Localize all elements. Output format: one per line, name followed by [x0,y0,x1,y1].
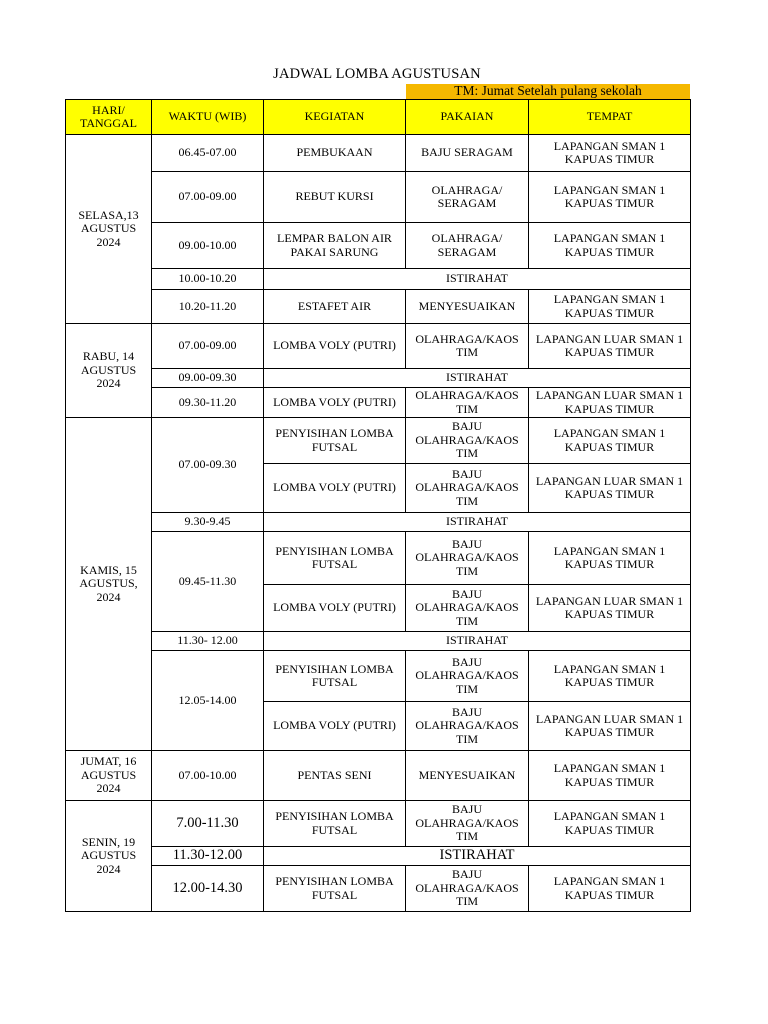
time-cell: 11.30- 12.00 [152,632,264,651]
header-activity: KEGIATAN [264,100,406,135]
table-row [66,324,691,369]
break-cell: ISTIRAHAT [264,632,691,651]
activity-cell: PEMBUKAAN [264,135,406,172]
table-row [66,418,691,464]
time-cell: 9.30-9.45 [152,513,264,532]
activity-cell: LOMBA VOLY (PUTRI) [264,585,406,632]
schedule-table [65,99,691,912]
activity-cell: LOMBA VOLY (PUTRI) [264,388,406,418]
place-cell: LAPANGAN SMAN 1 KAPUAS TIMUR [529,172,691,223]
day-cell: SENIN, 19 AGUSTUS 2024 [66,801,152,912]
table-row [66,513,691,532]
time-cell: 09.00-10.00 [152,223,264,269]
table-row [66,801,691,847]
place-cell: LAPANGAN LUAR SMAN 1 KAPUAS TIMUR [529,702,691,751]
table-row [66,172,691,223]
break-cell: ISTIRAHAT [264,513,691,532]
activity-cell: PENYISIHAN LOMBA FUTSAL [264,866,406,912]
table-row [66,223,691,269]
time-cell: 07.00-10.00 [152,751,264,801]
place-cell: LAPANGAN SMAN 1 KAPUAS TIMUR [529,801,691,847]
attire-cell: BAJU OLAHRAGA/KAOS TIM [406,651,529,702]
attire-cell: BAJU OLAHRAGA/KAOS TIM [406,702,529,751]
attire-cell: BAJU OLAHRAGA/KAOS TIM [406,418,529,464]
attire-cell: OLAHRAGA/KAOS TIM [406,388,529,418]
day-cell: JUMAT, 16 AGUSTUS 2024 [66,751,152,801]
activity-cell: PENYISIHAN LOMBA FUTSAL [264,801,406,847]
table-row [66,290,691,324]
table-row [66,135,691,172]
attire-cell: BAJU OLAHRAGA/KAOS TIM [406,801,529,847]
break-cell: ISTIRAHAT [264,269,691,290]
activity-cell: PENYISIHAN LOMBA FUTSAL [264,418,406,464]
time-cell: 10.00-10.20 [152,269,264,290]
attire-cell: OLAHRAGA/ SERAGAM [406,172,529,223]
activity-cell: LEMPAR BALON AIR PAKAI SARUNG [264,223,406,269]
break-cell: ISTIRAHAT [264,369,691,388]
time-cell: 7.00-11.30 [152,801,264,847]
activity-cell: LOMBA VOLY (PUTRI) [264,464,406,513]
place-cell: LAPANGAN SMAN 1 KAPUAS TIMUR [529,532,691,585]
header-day: HARI/ TANGGAL [66,100,152,135]
time-cell: 11.30-12.00 [152,847,264,866]
table-row [66,866,691,912]
place-cell: LAPANGAN SMAN 1 KAPUAS TIMUR [529,290,691,324]
place-cell: LAPANGAN SMAN 1 KAPUAS TIMUR [529,866,691,912]
activity-cell: REBUT KURSI [264,172,406,223]
table-row [66,847,691,866]
attire-cell: BAJU OLAHRAGA/KAOS TIM [406,464,529,513]
header-place: TEMPAT [529,100,691,135]
place-cell: LAPANGAN SMAN 1 KAPUAS TIMUR [529,651,691,702]
time-cell: 12.05-14.00 [152,651,264,751]
attire-cell: MENYESUAIKAN [406,751,529,801]
place-cell: LAPANGAN LUAR SMAN 1 KAPUAS TIMUR [529,324,691,369]
activity-cell: PENTAS SENI [264,751,406,801]
table-row [66,369,691,388]
schedule-note: TM: Jumat Setelah pulang sekolah [406,84,690,99]
table-row [66,651,691,702]
attire-cell: BAJU OLAHRAGA/KAOS TIM [406,866,529,912]
header-time: WAKTU (WIB) [152,100,264,135]
attire-cell: BAJU SERAGAM [406,135,529,172]
document-title: JADWAL LOMBA AGUSTUSAN [273,66,481,82]
time-cell: 07.00-09.00 [152,172,264,223]
table-row [66,632,691,651]
activity-cell: PENYISIHAN LOMBA FUTSAL [264,651,406,702]
table-header-row [66,100,691,135]
day-cell: RABU, 14 AGUSTUS 2024 [66,324,152,418]
place-cell: LAPANGAN SMAN 1 KAPUAS TIMUR [529,135,691,172]
time-cell: 07.00-09.30 [152,418,264,513]
attire-cell: OLAHRAGA/ SERAGAM [406,223,529,269]
place-cell: LAPANGAN LUAR SMAN 1 KAPUAS TIMUR [529,464,691,513]
time-cell: 07.00-09.00 [152,324,264,369]
time-cell: 06.45-07.00 [152,135,264,172]
header-attire: PAKAIAN [406,100,529,135]
place-cell: LAPANGAN LUAR SMAN 1 KAPUAS TIMUR [529,388,691,418]
table-row [66,269,691,290]
time-cell: 09.00-09.30 [152,369,264,388]
place-cell: LAPANGAN LUAR SMAN 1 KAPUAS TIMUR [529,585,691,632]
place-cell: LAPANGAN SMAN 1 KAPUAS TIMUR [529,751,691,801]
time-cell: 09.30-11.20 [152,388,264,418]
time-cell: 09.45-11.30 [152,532,264,632]
activity-cell: PENYISIHAN LOMBA FUTSAL [264,532,406,585]
break-cell: ISTIRAHAT [264,847,691,866]
activity-cell: ESTAFET AIR [264,290,406,324]
table-row [66,751,691,801]
table-row [66,388,691,418]
attire-cell: BAJU OLAHRAGA/KAOS TIM [406,532,529,585]
attire-cell: OLAHRAGA/KAOS TIM [406,324,529,369]
attire-cell: BAJU OLAHRAGA/KAOS TIM [406,585,529,632]
table-row [66,532,691,585]
day-cell: SELASA,13 AGUSTUS 2024 [66,135,152,324]
time-cell: 10.20-11.20 [152,290,264,324]
attire-cell: MENYESUAIKAN [406,290,529,324]
place-cell: LAPANGAN SMAN 1 KAPUAS TIMUR [529,418,691,464]
time-cell: 12.00-14.30 [152,866,264,912]
activity-cell: LOMBA VOLY (PUTRI) [264,702,406,751]
activity-cell: LOMBA VOLY (PUTRI) [264,324,406,369]
place-cell: LAPANGAN SMAN 1 KAPUAS TIMUR [529,223,691,269]
day-cell: KAMIS, 15 AGUSTUS, 2024 [66,418,152,751]
